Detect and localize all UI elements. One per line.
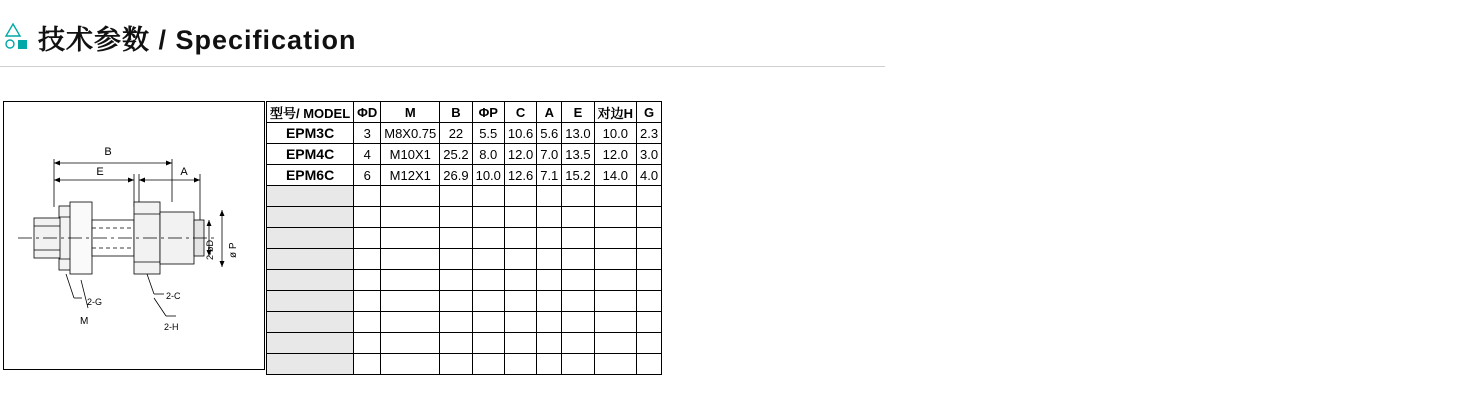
- cell-empty: [354, 228, 381, 249]
- table-row-empty: [267, 270, 662, 291]
- cell-phid: 4: [354, 144, 381, 165]
- cell-phid: 6: [354, 165, 381, 186]
- cell-empty: [472, 207, 504, 228]
- cell-empty: [381, 228, 440, 249]
- cell-empty: [472, 312, 504, 333]
- cell-empty: [354, 207, 381, 228]
- cell-empty: [594, 312, 636, 333]
- cell-empty: [354, 291, 381, 312]
- table-row-empty: [267, 186, 662, 207]
- cell-model: EPM4C: [267, 144, 354, 165]
- cell-empty: [504, 333, 536, 354]
- page-header: [0, 0, 1471, 72]
- cell-a: 5.6: [537, 123, 562, 144]
- table-row-empty: [267, 291, 662, 312]
- cell-empty: [537, 270, 562, 291]
- column-header-b: B: [440, 102, 472, 123]
- cell-empty: [440, 354, 472, 375]
- cell-e: 13.0: [562, 123, 594, 144]
- dimension-label-2g: 2-G: [87, 297, 103, 307]
- column-header-phid: ΦD: [354, 102, 381, 123]
- cell-empty: [537, 186, 562, 207]
- cell-empty: [381, 333, 440, 354]
- dimension-label-m: M: [80, 316, 89, 327]
- cell-empty: [562, 333, 594, 354]
- dimension-label-2c: 2-C: [166, 291, 181, 301]
- cell-b: 26.9: [440, 165, 472, 186]
- cell-empty: [440, 228, 472, 249]
- cell-empty: [562, 312, 594, 333]
- cell-empty: [267, 207, 354, 228]
- cell-empty: [594, 228, 636, 249]
- cell-m: M10X1: [381, 144, 440, 165]
- cell-empty: [472, 186, 504, 207]
- cell-empty: [594, 291, 636, 312]
- cell-empty: [472, 291, 504, 312]
- cell-empty: [267, 333, 354, 354]
- cell-empty: [637, 291, 662, 312]
- cell-empty: [637, 207, 662, 228]
- cell-empty: [267, 354, 354, 375]
- table-header-row: [267, 102, 662, 123]
- cell-empty: [594, 333, 636, 354]
- cell-empty: [504, 207, 536, 228]
- column-header-model: 型号/ MODEL: [267, 102, 354, 123]
- cell-m: M12X1: [381, 165, 440, 186]
- table-row-empty: [267, 333, 662, 354]
- cell-empty: [562, 354, 594, 375]
- cell-empty: [637, 186, 662, 207]
- cell-empty: [381, 249, 440, 270]
- page-title: 技术参数 / Specification: [38, 25, 357, 55]
- cell-empty: [504, 270, 536, 291]
- cell-empty: [537, 312, 562, 333]
- cell-empty: [537, 333, 562, 354]
- cell-empty: [637, 312, 662, 333]
- table-row: [267, 144, 662, 165]
- dimension-label-op: ø P: [228, 242, 239, 258]
- cell-m: M8X0.75: [381, 123, 440, 144]
- triangle-circle-square-icon: [4, 22, 32, 52]
- cell-empty: [354, 249, 381, 270]
- cell-empty: [637, 228, 662, 249]
- cell-empty: [562, 291, 594, 312]
- table-row-empty: [267, 228, 662, 249]
- cell-c: 10.6: [504, 123, 536, 144]
- cell-empty: [267, 186, 354, 207]
- cell-empty: [637, 354, 662, 375]
- cell-empty: [472, 228, 504, 249]
- cell-empty: [562, 228, 594, 249]
- column-header-c: C: [504, 102, 536, 123]
- cell-c: 12.0: [504, 144, 536, 165]
- cell-empty: [504, 291, 536, 312]
- cell-a: 7.0: [537, 144, 562, 165]
- specification-table: [266, 101, 662, 375]
- column-header-phip: ΦP: [472, 102, 504, 123]
- cell-empty: [440, 333, 472, 354]
- cell-b: 25.2: [440, 144, 472, 165]
- cell-g: 4.0: [637, 165, 662, 186]
- cell-empty: [267, 228, 354, 249]
- product-cross-section-drawing: [4, 102, 264, 369]
- cell-empty: [504, 228, 536, 249]
- cell-g: 2.3: [637, 123, 662, 144]
- header-divider: [0, 66, 885, 67]
- cell-empty: [637, 333, 662, 354]
- column-header-m: M: [381, 102, 440, 123]
- cell-empty: [267, 270, 354, 291]
- cell-empty: [354, 312, 381, 333]
- dimension-label-e: E: [96, 166, 104, 178]
- cell-empty: [562, 270, 594, 291]
- product-drawing-panel: [3, 101, 265, 370]
- cell-empty: [472, 354, 504, 375]
- cell-empty: [440, 186, 472, 207]
- cell-phip: 10.0: [472, 165, 504, 186]
- cell-empty: [267, 249, 354, 270]
- cell-empty: [354, 354, 381, 375]
- cell-empty: [354, 333, 381, 354]
- cell-empty: [267, 291, 354, 312]
- cell-empty: [354, 186, 381, 207]
- cell-empty: [537, 249, 562, 270]
- cell-phip: 5.5: [472, 123, 504, 144]
- cell-empty: [594, 207, 636, 228]
- cell-empty: [381, 270, 440, 291]
- dimension-label-2h: 2-H: [164, 322, 179, 332]
- column-header-e: E: [562, 102, 594, 123]
- cell-empty: [381, 186, 440, 207]
- cell-empty: [440, 249, 472, 270]
- cell-empty: [504, 312, 536, 333]
- cell-empty: [440, 207, 472, 228]
- cell-empty: [637, 249, 662, 270]
- cell-empty: [504, 186, 536, 207]
- cell-empty: [354, 270, 381, 291]
- cell-h: 12.0: [594, 144, 636, 165]
- cell-empty: [594, 354, 636, 375]
- column-header-h: 对边H: [594, 102, 636, 123]
- cell-b: 22: [440, 123, 472, 144]
- cell-empty: [472, 270, 504, 291]
- table-row-empty: [267, 249, 662, 270]
- cell-e: 15.2: [562, 165, 594, 186]
- dimension-label-b: B: [104, 146, 112, 158]
- column-header-a: A: [537, 102, 562, 123]
- cell-empty: [594, 270, 636, 291]
- cell-empty: [381, 291, 440, 312]
- cell-empty: [594, 249, 636, 270]
- dimension-label-2od: 2-øD: [205, 240, 215, 260]
- table-row: [267, 165, 662, 186]
- cell-empty: [594, 186, 636, 207]
- cell-a: 7.1: [537, 165, 562, 186]
- cell-empty: [472, 333, 504, 354]
- table-row-empty: [267, 207, 662, 228]
- column-header-g: G: [637, 102, 662, 123]
- cell-empty: [504, 354, 536, 375]
- cell-empty: [537, 228, 562, 249]
- cell-g: 3.0: [637, 144, 662, 165]
- cell-e: 13.5: [562, 144, 594, 165]
- dimension-label-a: A: [180, 166, 188, 178]
- cell-empty: [562, 186, 594, 207]
- cell-empty: [504, 249, 536, 270]
- cell-empty: [381, 207, 440, 228]
- cell-empty: [562, 249, 594, 270]
- table-row-empty: [267, 312, 662, 333]
- table-row-empty: [267, 354, 662, 375]
- cell-h: 10.0: [594, 123, 636, 144]
- cell-empty: [537, 354, 562, 375]
- cell-empty: [637, 270, 662, 291]
- cell-model: EPM3C: [267, 123, 354, 144]
- cell-empty: [472, 249, 504, 270]
- cell-empty: [440, 270, 472, 291]
- cell-empty: [381, 312, 440, 333]
- table-row: [267, 123, 662, 144]
- cell-phid: 3: [354, 123, 381, 144]
- cell-empty: [440, 312, 472, 333]
- cell-empty: [537, 291, 562, 312]
- cell-empty: [381, 354, 440, 375]
- cell-phip: 8.0: [472, 144, 504, 165]
- cell-empty: [440, 291, 472, 312]
- cell-h: 14.0: [594, 165, 636, 186]
- cell-empty: [267, 312, 354, 333]
- cell-c: 12.6: [504, 165, 536, 186]
- cell-model: EPM6C: [267, 165, 354, 186]
- cell-empty: [562, 207, 594, 228]
- cell-empty: [537, 207, 562, 228]
